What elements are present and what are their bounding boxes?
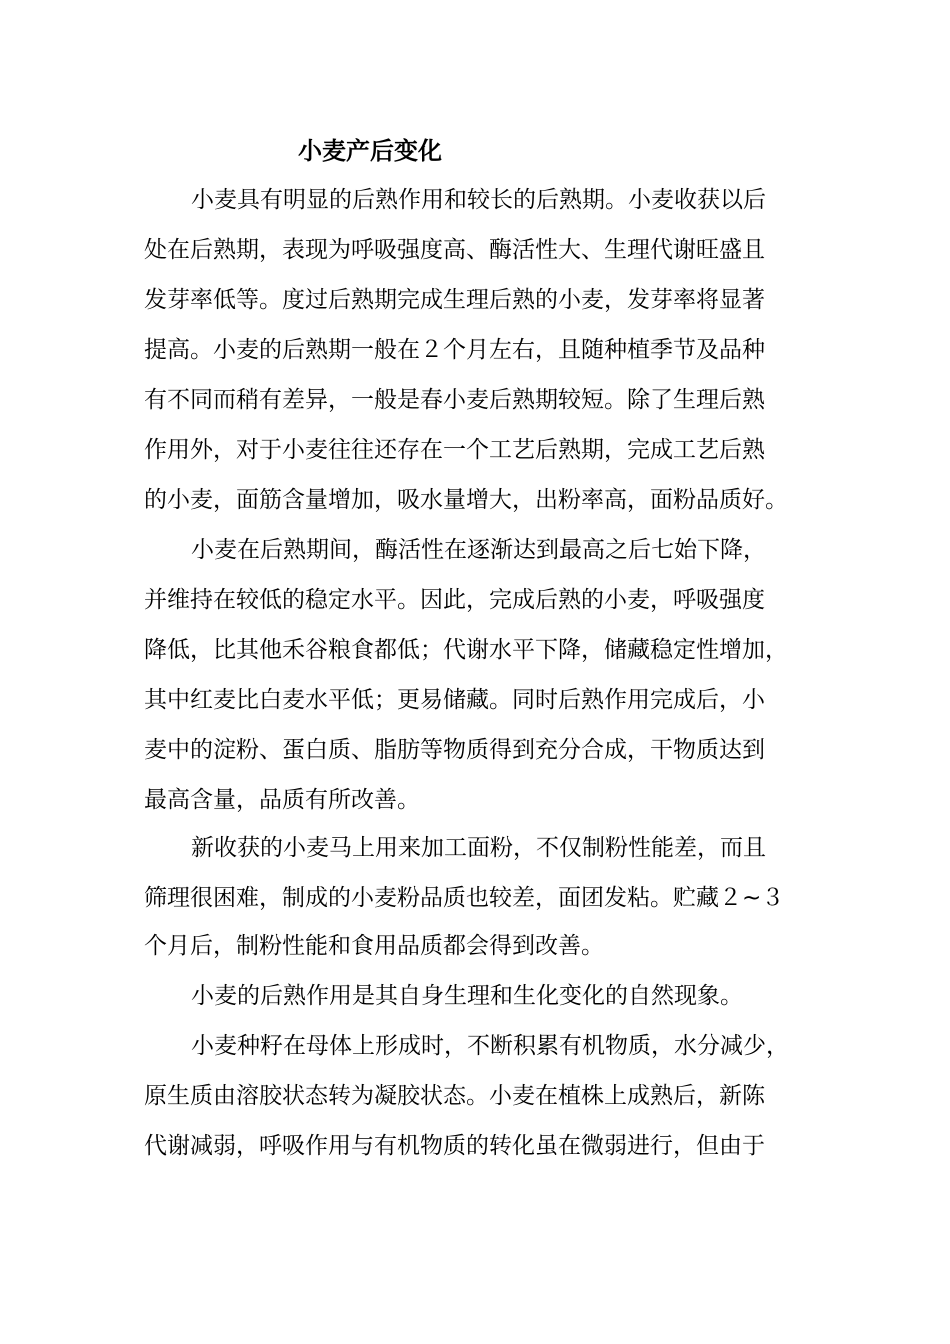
paragraph-line: 最高含量，品质有所改善。 — [144, 787, 420, 813]
paragraph-line: 的小麦，面筋含量增加，吸水量增大，出粉率高，面粉品质好。 — [144, 487, 788, 513]
paragraph-line: 代谢减弱，呼吸作用与有机物质的转化虽在微弱进行，但由于 — [144, 1133, 765, 1159]
paragraph-line: 发芽率低等。度过后熟期完成生理后熟的小麦，发芽率将显著 — [144, 287, 765, 313]
document-title: 小麦产后变化 — [298, 137, 442, 165]
paragraph-line: 小麦的后熟作用是其自身生理和生化变化的自然现象。 — [191, 983, 743, 1009]
paragraph-line: 有不同而稍有差异，一般是春小麦后熟期较短。除了生理后熟 — [144, 387, 765, 413]
paragraph-line: 小麦在后熟期间，酶活性在逐渐达到最高之后七始下降， — [191, 537, 766, 563]
paragraph-line: 其中红麦比白麦水平低；更易储藏。同时后熟作用完成后，小 — [144, 687, 765, 713]
paragraph-line: 麦中的淀粉、蛋白质、脂肪等物质得到充分合成，干物质达到 — [144, 737, 765, 763]
paragraph-line: 小麦具有明显的后熟作用和较长的后熟期。小麦收获以后 — [191, 187, 766, 213]
paragraph-line: 处在后熟期，表现为呼吸强度高、酶活性大、生理代谢旺盛且 — [144, 237, 765, 263]
paragraph-line: 个月后，制粉性能和食用品质都会得到改善。 — [144, 933, 604, 959]
paragraph-line: 降低，比其他禾谷粮食都低；代谢水平下降，储藏稳定性增加， — [144, 637, 788, 663]
paragraph-line: 新收获的小麦马上用来加工面粉，不仅制粉性能差，而且 — [191, 835, 766, 861]
paragraph-line: 原生质由溶胶状态转为凝胶状态。小麦在植株上成熟后，新陈 — [144, 1083, 765, 1109]
paragraph-line: 提高。小麦的后熟期一般在２个月左右，且随种植季节及品种 — [144, 337, 765, 363]
paragraph-line: 小麦种籽在母体上形成时，不断积累有机物质，水分减少， — [191, 1033, 789, 1059]
paragraph-line: 并维持在较低的稳定水平。因此，完成后熟的小麦，呼吸强度 — [144, 587, 765, 613]
paragraph-line: 作用外，对于小麦往往还存在一个工艺后熟期，完成工艺后熟 — [144, 437, 765, 463]
paragraph-line: 筛理很困难，制成的小麦粉品质也较差，面团发粘。贮藏２~３ — [144, 885, 785, 911]
